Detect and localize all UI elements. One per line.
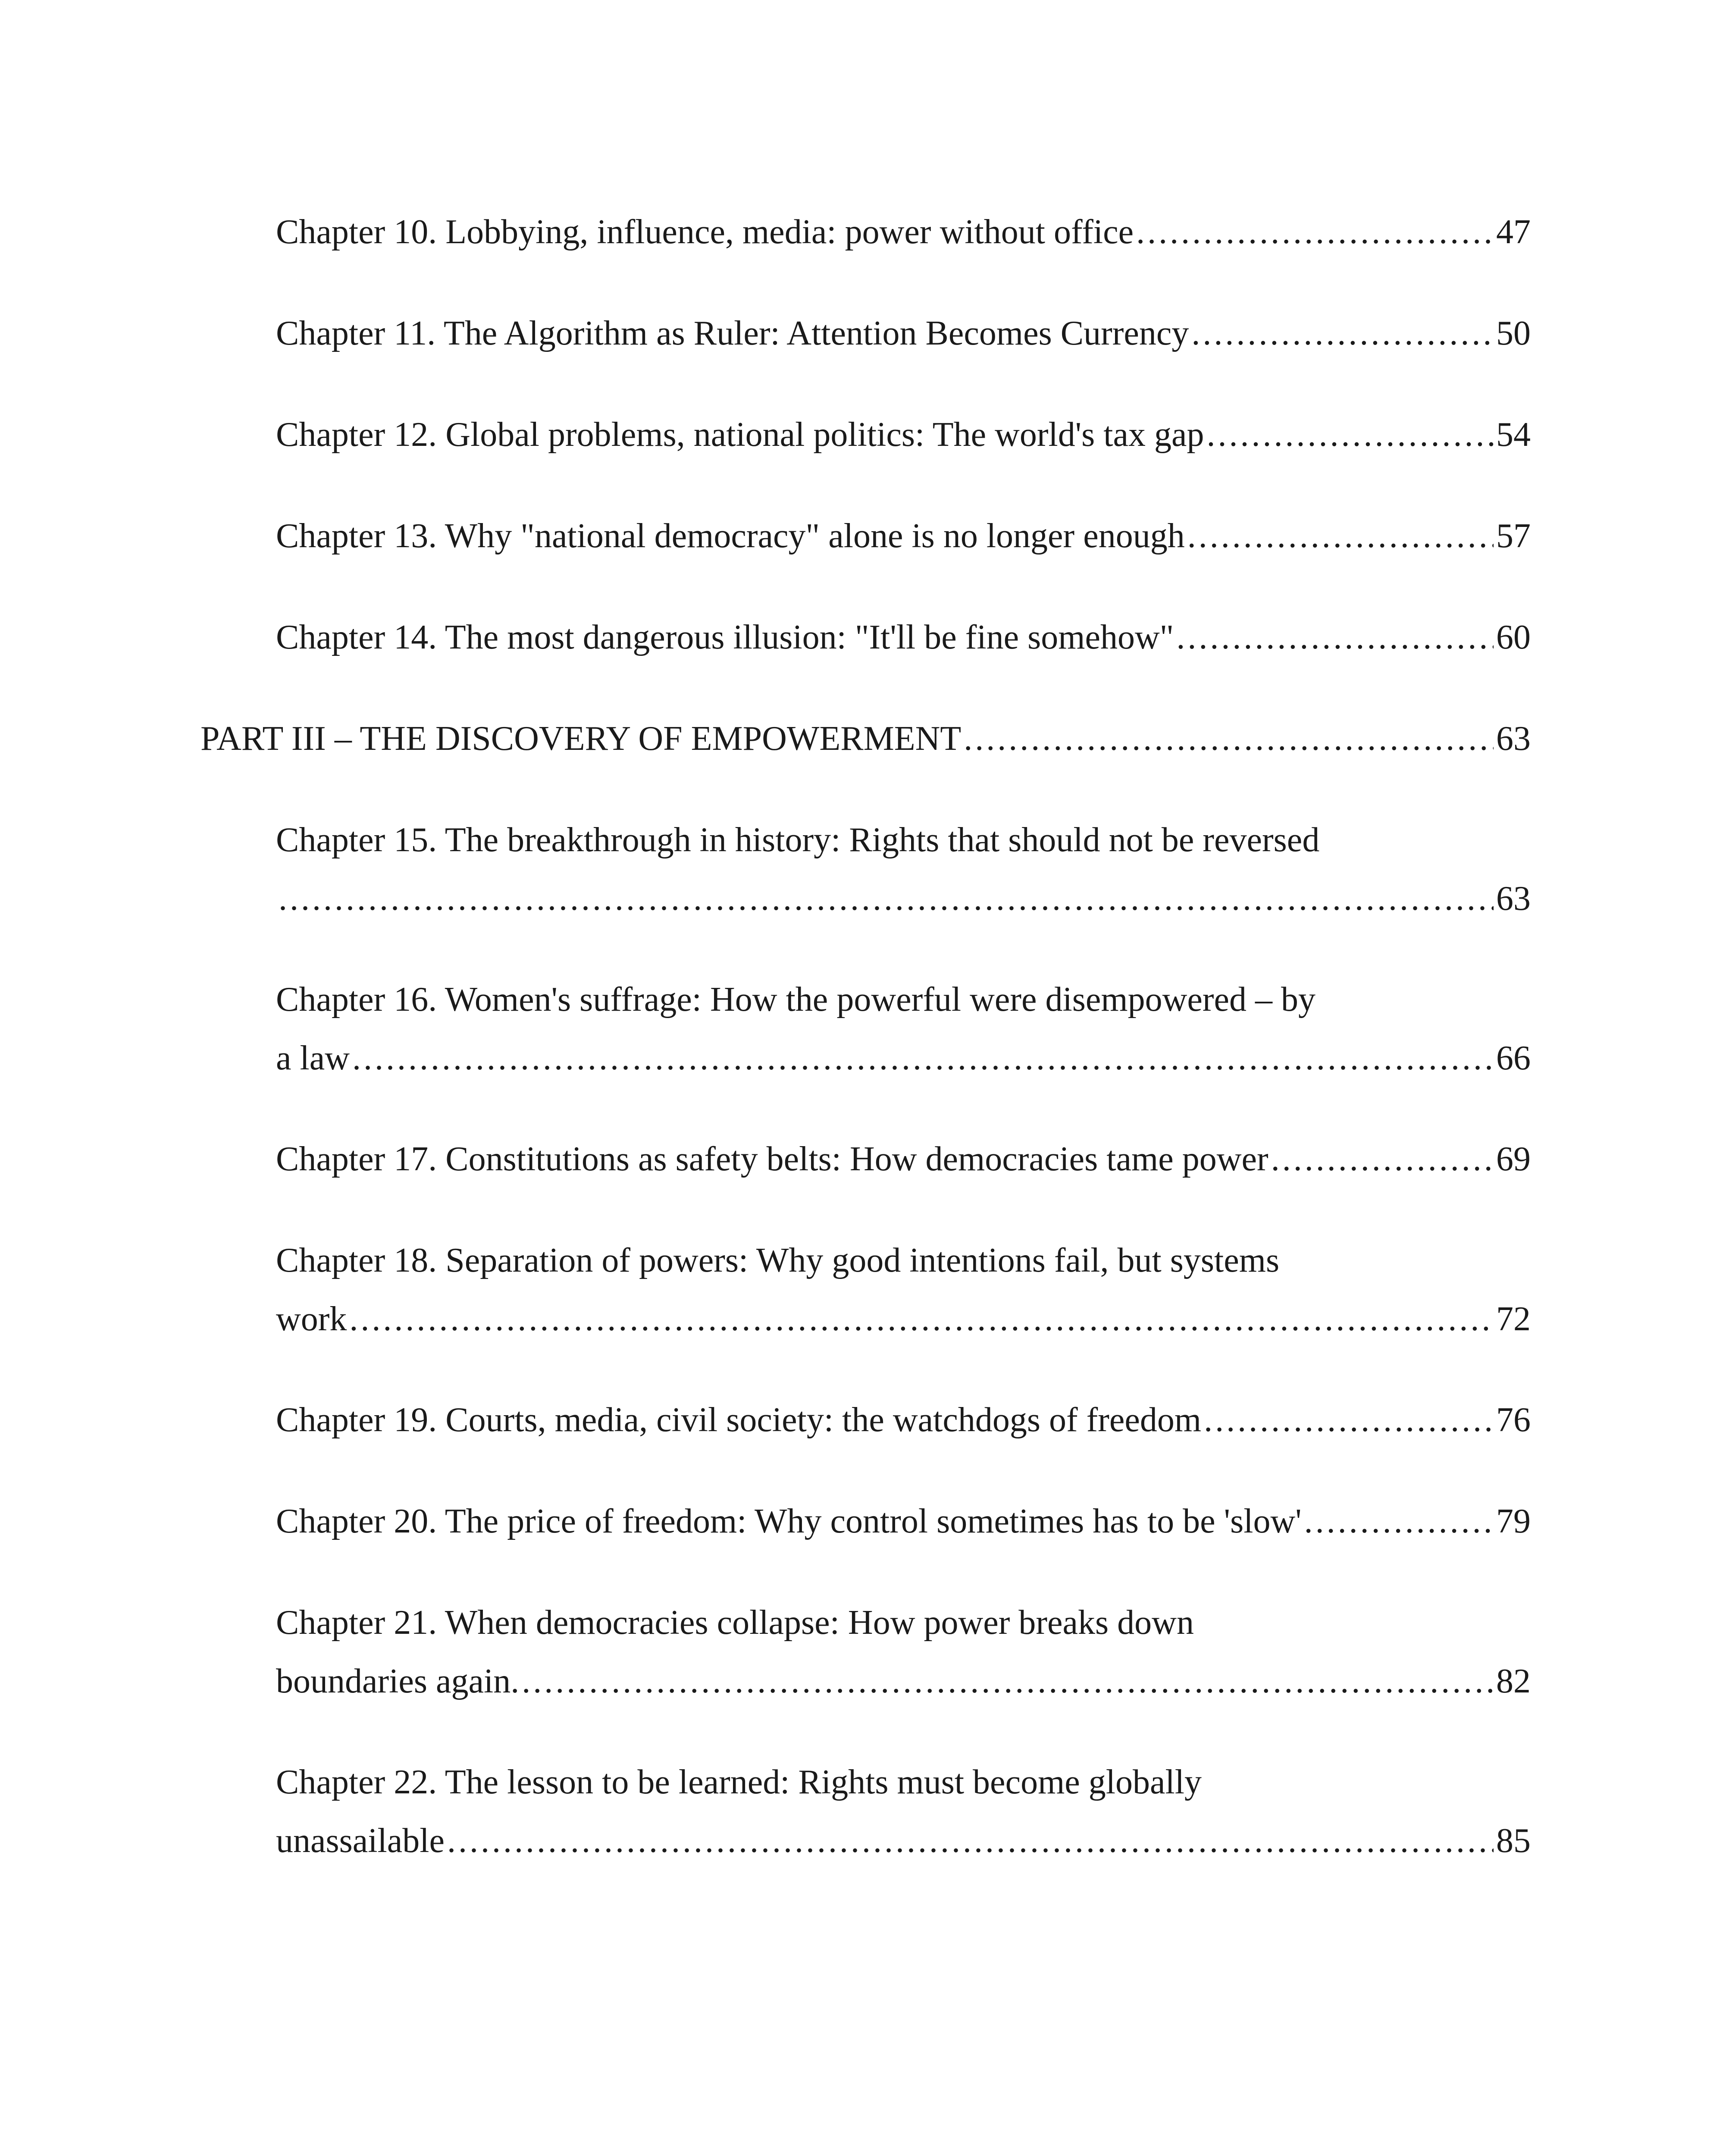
dot-leader <box>1187 507 1494 565</box>
toc-entry-title-line-1: Chapter 22. The lesson to be learned: Rights must become globally <box>276 1763 1202 1801</box>
toc-entry-title: Chapter 19. Courts, media, civil society: the watchdogs of freedom <box>276 1401 1202 1439</box>
toc-entry-title: Chapter 11. The Algorithm as Ruler: Attention Becomes Currency <box>276 314 1189 352</box>
toc-entry-chapter-16[interactable] <box>276 970 1531 1087</box>
toc-entry-title-line-1: Chapter 18. Separation of powers: Why good intentions fail, but systems <box>276 1241 1280 1279</box>
dot-leader <box>1204 1391 1494 1449</box>
toc-entry-chapter-21[interactable] <box>276 1593 1531 1711</box>
toc-entry-title: Chapter 20. The price of freedom: Why control sometimes has to be 'slow' <box>276 1502 1302 1540</box>
dot-leader <box>1271 1130 1494 1188</box>
toc-entry-chapter-13[interactable] <box>276 507 1531 565</box>
toc-page-number: 69 <box>1496 1140 1531 1178</box>
dot-leader <box>1191 304 1494 363</box>
toc-entry-chapter-22[interactable] <box>276 1753 1531 1870</box>
toc-entry-title: Chapter 13. Why "national democracy" alone is no longer enough <box>276 517 1185 555</box>
toc-entry-title-line-2: unassailable <box>276 1822 445 1860</box>
dot-leader <box>1207 405 1494 464</box>
dot-leader <box>522 1652 1494 1711</box>
toc-page-number: 72 <box>1496 1300 1531 1338</box>
toc-entry-chapter-19[interactable] <box>276 1391 1531 1449</box>
dot-leader <box>1136 203 1494 261</box>
toc-page-number: 85 <box>1496 1822 1531 1860</box>
toc-entry-chapter-10[interactable] <box>276 203 1531 261</box>
dot-leader <box>447 1811 1494 1870</box>
toc-entry-title-line-2: work <box>276 1300 347 1338</box>
toc-entry-title-line-1: Chapter 16. Women's suffrage: How the powerful were disempowered – by <box>276 981 1316 1018</box>
toc-entry-title-line-1: Chapter 15. The breakthrough in history: Rights that should not be reversed <box>276 821 1320 859</box>
toc-entry-title: Chapter 17. Constitutions as safety belts: How democracies tame power <box>276 1140 1268 1178</box>
toc-entry-chapter-15[interactable] <box>276 811 1531 928</box>
toc-entry-title: Chapter 10. Lobbying, influence, media: power without office <box>276 213 1134 251</box>
toc-page-number: 76 <box>1496 1401 1531 1439</box>
toc-entry-chapter-17[interactable] <box>276 1130 1531 1188</box>
dot-leader <box>964 709 1494 768</box>
toc-entry-title-line-2: a law <box>276 1039 350 1077</box>
toc-entry-chapter-11[interactable] <box>276 304 1531 363</box>
toc-entry-title-line-2: boundaries again. <box>276 1662 520 1700</box>
toc-entry-chapter-12[interactable] <box>276 405 1531 464</box>
toc-page-number: 63 <box>1496 720 1531 758</box>
toc-page-number: 57 <box>1496 517 1531 555</box>
toc-page-number: 66 <box>1496 1039 1531 1077</box>
dot-leader <box>352 1029 1494 1087</box>
dot-leader <box>1304 1492 1494 1551</box>
dot-leader <box>349 1290 1494 1348</box>
toc-page-number: 60 <box>1496 618 1531 656</box>
toc-page-number: 47 <box>1496 213 1531 251</box>
toc-entry-part-3[interactable] <box>200 709 1531 768</box>
toc-part-title: PART III – THE DISCOVERY OF EMPOWERMENT <box>200 720 962 758</box>
toc-entry-title: Chapter 14. The most dangerous illusion: "It'll be fine somehow" <box>276 618 1174 656</box>
toc-entry-chapter-18[interactable] <box>276 1231 1531 1348</box>
toc-entry-chapter-14[interactable] <box>276 608 1531 667</box>
toc-page-number: 63 <box>1496 880 1531 918</box>
dot-leader <box>1176 608 1494 667</box>
toc-entry-title-line-1: Chapter 21. When democracies collapse: How power breaks down <box>276 1604 1194 1642</box>
toc-page-number: 82 <box>1496 1662 1531 1700</box>
toc-page-number: 79 <box>1496 1502 1531 1540</box>
dot-leader <box>279 869 1494 928</box>
toc-page-number: 54 <box>1496 416 1531 454</box>
toc-entry-title: Chapter 12. Global problems, national politics: The world's tax gap <box>276 416 1204 454</box>
toc-entry-chapter-20[interactable] <box>276 1492 1531 1551</box>
toc-page-number: 50 <box>1496 314 1531 352</box>
